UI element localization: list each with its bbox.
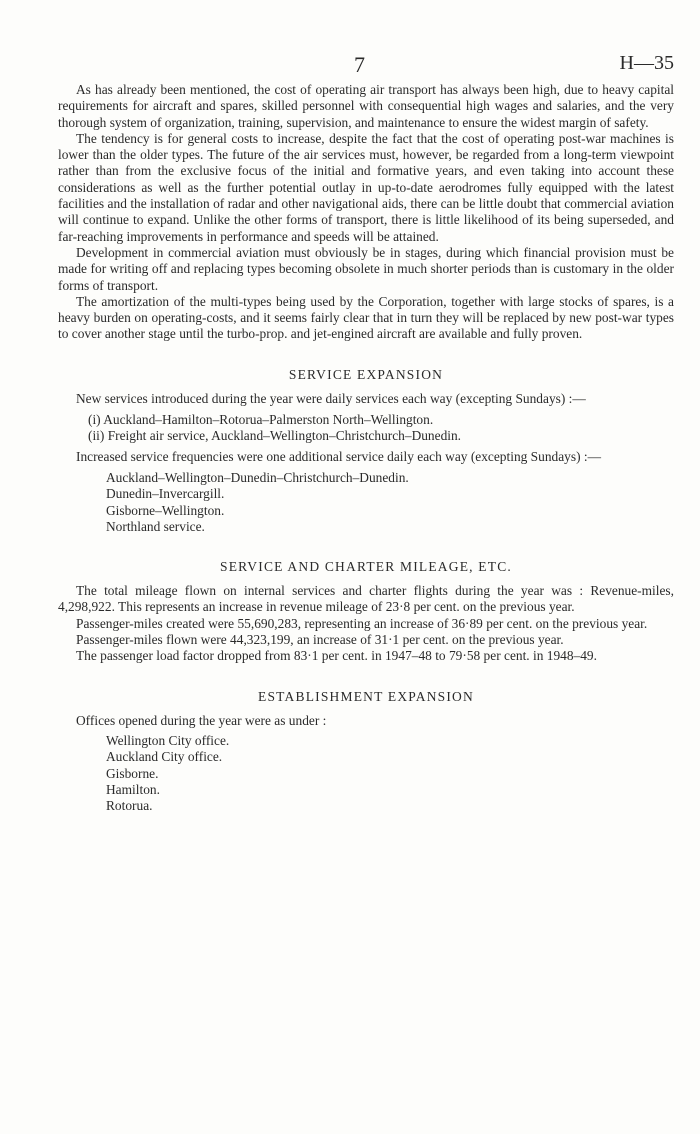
paragraph: The amortization of the multi-types being used by the Corporation, together with large stocks of spares, is a heavy burden on operating-costs, and it seems fairly clear that in turn they will be replaced by new post-war types to cover another stage until the turbo-prop. and jet-engined aircraft are available and fully proven. [58,293,674,342]
section-heading: ESTABLISHMENT EXPANSION [258,688,474,704]
list-item: Hamilton. [106,781,160,797]
establishment-section [58,689,674,815]
list-item: Gisborne–Wellington. [106,502,225,518]
list-item: Wellington City office. [106,732,230,748]
section-heading: SERVICE EXPANSION [288,366,444,382]
list-item: Rotorua. [106,798,153,814]
list-item: Northland service. [106,518,205,534]
section-heading: SERVICE AND CHARTER MILEAGE, ETC. [220,559,512,575]
list-item: (i) Auckland–Hamilton–Rotorua–Palmerston North–Wellington. [88,412,434,428]
offices-list [58,733,674,814]
document-page [58,52,674,814]
list-item: Gisborne. [106,765,159,781]
paragraph: Development in commercial aviation must obviously be in stages, during which financial provision must be made for writing off and replacing types becoming obsolete in much shorter periods than is customary in the older forms of transport. [58,244,674,293]
page-number: 7 [354,52,365,77]
document-code: H—35 [619,52,674,74]
paragraph: The total mileage flown on internal services and charter flights during the year was : Revenue-miles, 4,298,922. This represents an increase in revenue mileage of 23·8 per cent. on the previous year. [58,583,674,615]
intro-section [58,82,674,343]
paragraph: Offices opened during the year were as under : [76,712,327,728]
page-header [58,52,674,82]
list-item: Auckland City office. [106,749,223,765]
increased-services-list [58,470,674,535]
paragraph: Increased service frequencies were one additional service daily each way (excepting Sundays) :— [76,448,601,464]
paragraph: As has already been mentioned, the cost of operating air transport has always been high, due to heavy capital requirements for aircraft and spares, skilled personnel with consequential high wages and salaries, and the very thorough system of organization, training, supervision, and maintenance to ensure the widest margin of safety. [58,82,674,130]
mileage-section [58,559,674,664]
paragraph: The tendency is for general costs to increase, despite the fact that the cost of operating post-war machines is lower than the older types. The future of the air services must, however, be regarded from a long-term viewpoint rather than from the exclusive focus of the initial and formative years, and even taking into account these considerations as well as the further potential outlay in up-to-date aerodromes fully equipped with the latest facilities and the installation of radar and other navigational aids, there can be little doubt that commercial aviation will continue to expand. Unlike the other forms of transport, there is little likelihood of its being superseded, and far-reaching improvements in performance and speeds will be attained. [58,130,674,244]
paragraph: Passenger-miles flown were 44,323,199, an increase of 31·1 per cent. on the previous year. [76,632,564,648]
list-item: (ii) Freight air service, Auckland–Wellington–Christchurch–Dunedin. [88,428,462,444]
new-services-list [58,412,674,445]
list-item: Auckland–Wellington–Dunedin–Christchurch–Dunedin. [106,469,409,485]
paragraph: Passenger-miles created were 55,690,283, representing an increase of 36·89 per cent. on the previous year. [76,615,648,631]
paragraph: New services introduced during the year were daily services each way (excepting Sundays) :— [76,390,586,406]
service-expansion-section [58,367,674,535]
paragraph: The passenger load factor dropped from 83·1 per cent. in 1947–48 to 79·58 per cent. in 1948–49. [76,648,597,664]
list-item: Dunedin–Invercargill. [106,486,225,502]
